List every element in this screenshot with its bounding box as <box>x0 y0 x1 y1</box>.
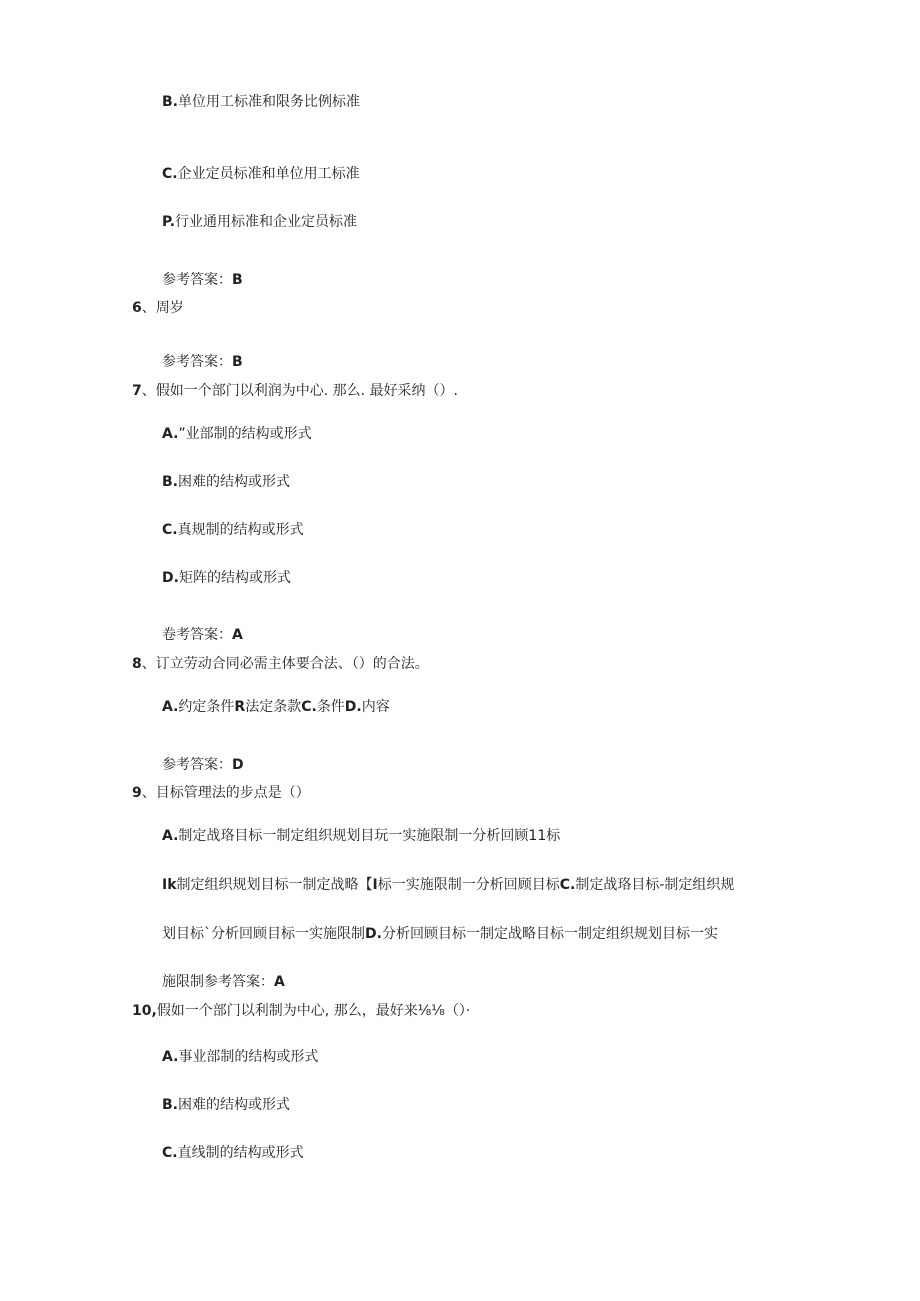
option-d <box>162 568 291 588</box>
option-a <box>162 826 560 846</box>
options-inline <box>162 924 718 944</box>
option-letter: B. <box>162 94 178 110</box>
option-text: 法定条款 <box>245 699 302 715</box>
answer-label: 参考答案： <box>162 354 232 370</box>
option-text: ”业部制的结构或形式 <box>178 426 312 442</box>
answer-label: 参考答案： <box>162 757 232 773</box>
option-text: 事业部制的结构或形式 <box>178 1049 319 1065</box>
answer-line <box>162 625 243 645</box>
question-number: 8 <box>132 656 142 672</box>
option-text: 约定条件 <box>178 699 235 715</box>
question-number: 7 <box>132 383 142 399</box>
option-letter: R <box>234 699 246 715</box>
option-letter: C. <box>162 166 178 182</box>
option-text: 行业通用标准和企业定员标准 <box>175 214 358 230</box>
question-10 <box>132 1001 470 1021</box>
option-letter: C. <box>162 522 178 538</box>
answer-line <box>162 972 285 992</box>
option-letter: A. <box>162 699 179 715</box>
option-letter: I <box>372 877 378 893</box>
question-text: 、周岁 <box>141 300 184 316</box>
option-b <box>162 1095 290 1115</box>
question-8 <box>132 654 429 674</box>
option-letter: C. <box>162 1145 178 1161</box>
option-text: 制定战珞目标一制定组织规划目玩一实施限制一分析回顾11标 <box>178 828 561 844</box>
answer-line <box>162 270 243 290</box>
question-text: 、目标管理法的步点是（） <box>141 785 310 801</box>
option-a <box>162 1047 318 1067</box>
option-text: 单位用工标准和限务比例标准 <box>178 94 360 110</box>
option-text: 分析回顾目标一制定战略目标一制定组织规划目标一实 <box>381 926 718 942</box>
option-letter: A. <box>162 828 179 844</box>
option-c <box>162 1143 304 1163</box>
answer-value: A <box>274 974 285 990</box>
answer-label: 卷考答案： <box>162 627 232 643</box>
option-b <box>162 92 360 112</box>
answer-line <box>162 755 244 775</box>
option-letter: D. <box>162 570 179 586</box>
option-text: 困难的结构或形式 <box>178 474 290 490</box>
option-text: 内容 <box>361 699 390 715</box>
option-text: 企业定员标准和单位用工标准 <box>177 166 360 182</box>
question-7 <box>132 381 458 401</box>
options-inline <box>162 697 390 717</box>
option-text: 真规制的结构或形式 <box>177 522 304 538</box>
option-letter: C. <box>301 699 317 715</box>
option-text: 直线制的结构或形式 <box>177 1145 304 1161</box>
question-text: 假如一个部门以利制为中心, 那么，最好来⅛⅛（）· <box>156 1003 471 1019</box>
option-letter: Ik <box>162 877 177 893</box>
option-letter: A. <box>162 1049 179 1065</box>
question-6 <box>132 298 184 318</box>
option-b <box>162 472 290 492</box>
answer-value: D <box>232 757 244 773</box>
option-letter: P. <box>162 214 176 230</box>
option-d <box>162 212 357 232</box>
option-text: 制定组织规划目标一制定战略【 <box>176 877 373 893</box>
option-text: 标一实施限制一分析回顾目标 <box>377 877 560 893</box>
question-text: 、假如一个部门以利润为中心. 那么. 最好采纳（）. <box>141 383 458 399</box>
option-text: 困难的结构或形式 <box>178 1097 290 1113</box>
options-inline <box>162 875 734 895</box>
option-letter: A. <box>162 426 179 442</box>
answer-label: 参考答案： <box>162 272 232 288</box>
answer-line <box>162 352 243 372</box>
question-text: 、订立劳动合同必需主体要合法、（）的合法。 <box>141 656 429 672</box>
option-c <box>162 520 304 540</box>
question-9 <box>132 783 310 803</box>
option-text: 划目标`分析回顾目标一实施限制 <box>162 926 365 942</box>
question-number: 6 <box>132 300 142 316</box>
option-text: 制定战珞目标-制定组织规 <box>575 877 735 893</box>
option-letter: C. <box>559 877 576 893</box>
question-number: 9 <box>132 785 142 801</box>
option-letter: D. <box>365 926 382 942</box>
option-letter: B. <box>162 1097 178 1113</box>
option-c <box>162 164 360 184</box>
option-a <box>162 424 312 444</box>
option-text: 矩阵的结构或形式 <box>178 570 291 586</box>
option-letter: B. <box>162 474 178 490</box>
answer-label: 施限制参考答案： <box>162 974 274 990</box>
option-text: 条件 <box>316 699 345 715</box>
question-number: 10, <box>132 1003 157 1019</box>
answer-value: A <box>232 627 243 643</box>
answer-value: B <box>232 354 243 370</box>
answer-value: B <box>232 272 243 288</box>
option-letter: D. <box>344 699 362 715</box>
